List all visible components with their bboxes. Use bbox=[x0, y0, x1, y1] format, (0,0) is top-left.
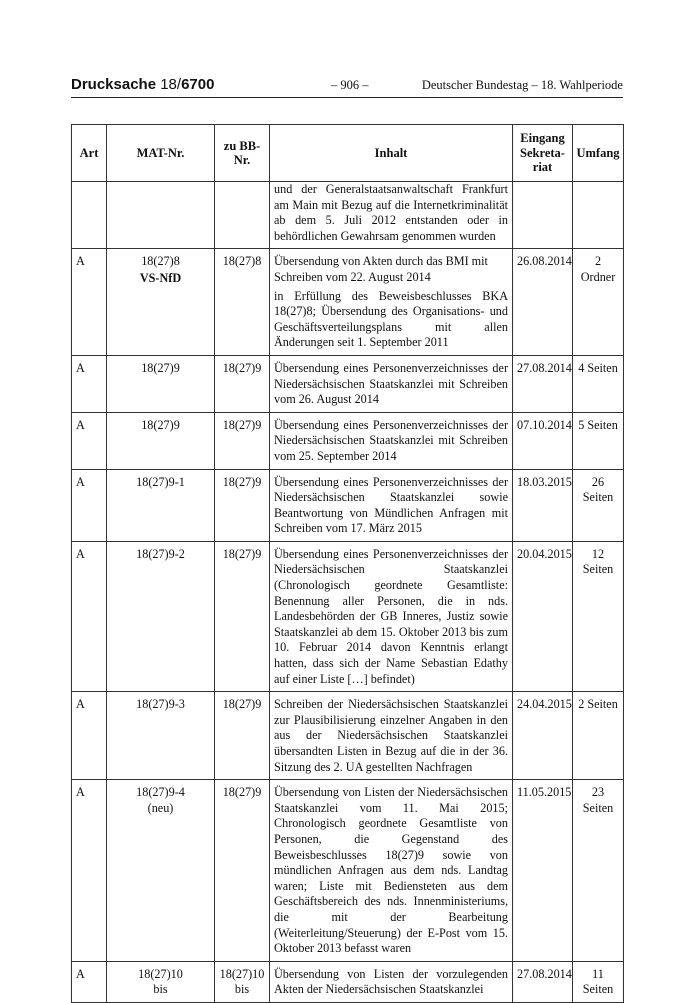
cell-inhalt: Übersendung eines Personenverzeichnisses der Niedersächsischen Staatskanzlei mit Schreiben vom 25. September 2014 bbox=[270, 412, 513, 469]
cell-mat: 18(27)9 bbox=[107, 355, 215, 412]
page-header bbox=[71, 76, 623, 96]
cell-bb: 18(27)9 bbox=[215, 469, 270, 541]
cell-eingang: 24.04.2015 bbox=[513, 692, 573, 780]
cell-art: A bbox=[72, 692, 107, 780]
cell-eingang: 18.03.2015 bbox=[513, 469, 573, 541]
cell-umfang: 2 Ordner bbox=[573, 249, 624, 356]
col-header-bb: zu BB- Nr. bbox=[215, 125, 270, 182]
cell-umfang: 12 Seiten bbox=[573, 541, 624, 691]
cell-mat: 18(27)9-3 bbox=[107, 692, 215, 780]
table-row bbox=[72, 355, 624, 412]
cell-umfang: 5 Seiten bbox=[573, 412, 624, 469]
page-number: – 906 – bbox=[331, 78, 369, 92]
cell-inhalt: Übersendung von Listen der vorzulegenden Akten der Niedersächsischen Staatskanzlei bbox=[270, 961, 513, 1002]
cell-art: A bbox=[72, 412, 107, 469]
col-header-eingang: Eingang Sekreta- riat bbox=[513, 125, 573, 182]
table-row bbox=[72, 541, 624, 691]
table-row-continuation bbox=[72, 182, 624, 249]
header-rule bbox=[71, 97, 623, 98]
table-row bbox=[72, 249, 624, 356]
cell-art: A bbox=[72, 469, 107, 541]
cell-art: A bbox=[72, 780, 107, 962]
cell-inhalt: Übersendung eines Personenverzeichnisses der Niedersächsischen Staatskanzlei mit Schreiben vom 26. August 2014 bbox=[270, 355, 513, 412]
bundestag-label: Deutscher Bundestag – 18. Wahlperiode bbox=[421, 78, 623, 92]
doc-number-b: 6700 bbox=[181, 76, 215, 93]
col-header-art: Art bbox=[72, 125, 107, 182]
doc-number-a: 18/ bbox=[160, 76, 182, 93]
cell-art: A bbox=[72, 355, 107, 412]
col-header-inhalt: Inhalt bbox=[270, 125, 513, 182]
cell-mat: 18(27)9 bbox=[107, 412, 215, 469]
cell-eingang: 27.08.2014 bbox=[513, 961, 573, 1002]
cell-art: A bbox=[72, 249, 107, 356]
cell-bb: 18(27)9 bbox=[215, 692, 270, 780]
cell-mat: 18(27)8 VS-NfD bbox=[107, 249, 215, 356]
cell-bb: 18(27)10 bis bbox=[215, 961, 270, 1002]
cell-umfang: 11 Seiten bbox=[573, 961, 624, 1002]
cell-umfang: 2 Seiten bbox=[573, 692, 624, 780]
cell-bb: 18(27)9 bbox=[215, 412, 270, 469]
cell-art: A bbox=[72, 541, 107, 691]
cell-mat: 18(27)9-1 bbox=[107, 469, 215, 541]
cell-bb: 18(27)9 bbox=[215, 780, 270, 962]
vs-nfd-mark: VS-NfD bbox=[139, 270, 182, 285]
cell-umfang: 26 Seiten bbox=[573, 469, 624, 541]
cell-mat: 18(27)10 bis bbox=[107, 961, 215, 1002]
cell-eingang: 20.04.2015 bbox=[513, 541, 573, 691]
cell-bb: 18(27)8 bbox=[215, 249, 270, 356]
col-header-mat: MAT-Nr. bbox=[107, 125, 215, 182]
cell-inhalt: Übersendung von Listen der Niedersächsischen Staatskanzlei vom 11. Mai 2015; Chronologisch geordnete Gesamtliste von Personen, die Gegenstand des Beweisbeschlusses 18(27)9 sowie von mündlichen Anfragen aus dem nds. Landtag waren; Liste mit Bediensteten aus dem Geschäftsbereich des nds. Innenministeriums, die mit der Bearbeitung (Weiterleitung/Steuerung) der E-Post vom 15. Oktober 2013 befasst waren bbox=[270, 780, 513, 962]
cell-umfang: 4 Seiten bbox=[573, 355, 624, 412]
cell-mat: 18(27)9-2 bbox=[107, 541, 215, 691]
cell-inhalt: Übersendung eines Personenverzeichnisses der Niedersächsischen Staatskanzlei sowie Beantwortung von Mündlichen Anfragen mit Schreiben vom 17. März 2015 bbox=[270, 469, 513, 541]
table-row bbox=[72, 780, 624, 962]
table-row bbox=[72, 469, 624, 541]
cell-bb: 18(27)9 bbox=[215, 541, 270, 691]
table-row bbox=[72, 961, 624, 1002]
cell-bb: 18(27)9 bbox=[215, 355, 270, 412]
cell-eingang: 27.08.2014 bbox=[513, 355, 573, 412]
neu-mark: (neu) bbox=[147, 800, 174, 815]
table-row bbox=[72, 412, 624, 469]
cell-eingang: 11.05.2015 bbox=[513, 780, 573, 962]
materials-table bbox=[71, 124, 624, 1003]
drucksache-label: Drucksache 18/6700 bbox=[71, 76, 215, 93]
table-row bbox=[72, 692, 624, 780]
cell-umfang: 23 Seiten bbox=[573, 780, 624, 962]
cell-inhalt: Schreiben der Niedersächsischen Staatskanzlei zur Plausibilisierung einzelner Angaben in den aus der Niedersächsischen Staatskanzlei übersandten Listen in Bezug auf die in der 36. Sitzung des 2. UA gestellten Nachfragen bbox=[270, 692, 513, 780]
cell-inhalt: Übersendung von Akten durch das BMI mit Schreiben vom 22. August 2014 in Erfüllung des Beweisbeschlusses BKA 18(27)8; Übersendung des Organisations- und Geschäftsverteilungsplans mit allen Änderungen seit 1. September 2011 bbox=[270, 249, 513, 356]
cell-inhalt: Übersendung eines Personenverzeichnisses der Niedersächsischen Staatskanzlei (Chronologisch geordnete Gesamtliste: Benennung aller Personen, die in nds. Landesbehörden der GB Inneres, Justiz sowie Staatskanzlei ab dem 15. Oktober 2013 bis zum 10. Februar 2014 davon Kenntnis erlangt hatten, dass sich der Name Sebastian Edathy auf einer Liste […] befindet) bbox=[270, 541, 513, 691]
cell-mat: 18(27)9-4 (neu) bbox=[107, 780, 215, 962]
col-header-umfang: Umfang bbox=[573, 125, 624, 182]
cell-eingang: 07.10.2014 bbox=[513, 412, 573, 469]
cell-eingang: 26.08.2014 bbox=[513, 249, 573, 356]
table-header-row bbox=[72, 125, 624, 182]
cell-art: A bbox=[72, 961, 107, 1002]
cell-inhalt: und der Generalstaatsanwaltschaft Frankfurt am Main mit Bezug auf die Internetkriminalität ab dem 5. Juli 2012 entstanden oder in behördlichen Gewahrsam genommen wurden bbox=[270, 182, 513, 249]
